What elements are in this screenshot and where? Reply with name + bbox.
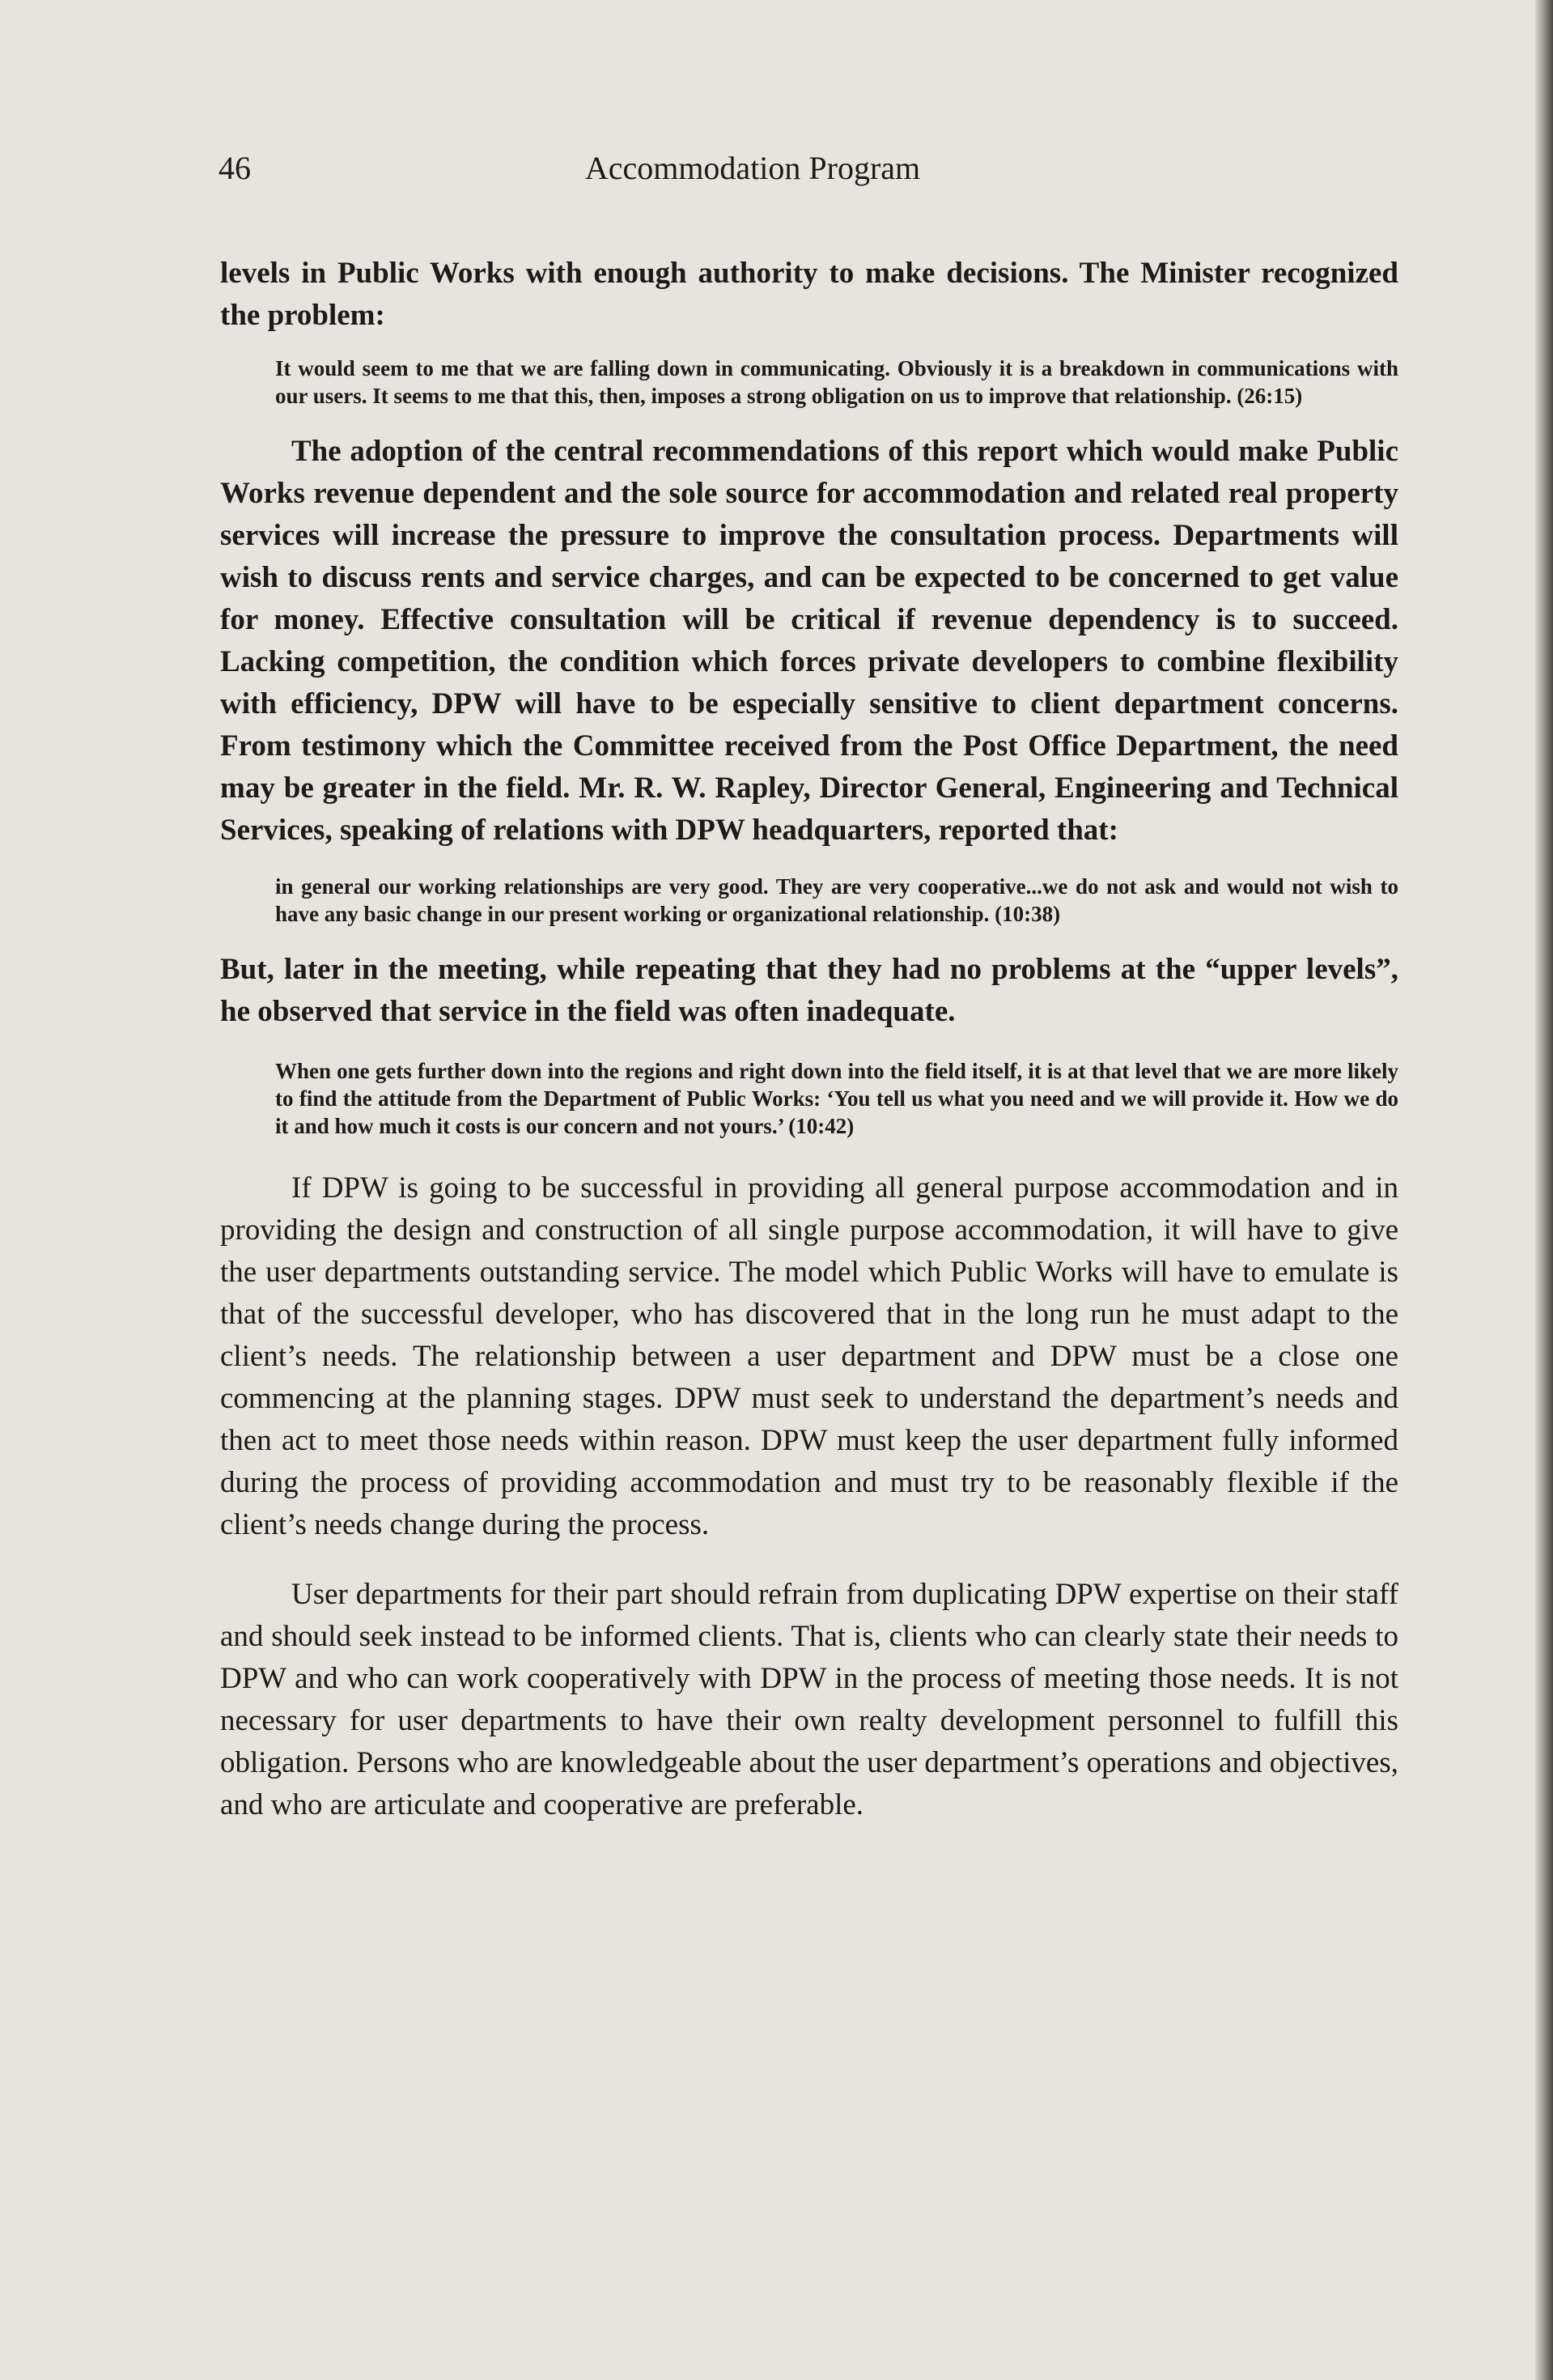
page-number: 46: [219, 150, 251, 186]
block-quote: in general our working relationships are very good. They are very cooperative...we do not ask and would not wish to have any basic change in our present working or organizational relationship. (10:38): [275, 874, 1398, 926]
paragraph: The adoption of the central recommendations of this report which would make Public Works revenue dependent and the sole source for accommodation and related real property services will increase the pressure to improve the consultation process. Departments will wish to discuss rents and service charges, and can be expected to be concerned to get value for money. Effective consultation will be critical if revenue dependency is to succeed. Lacking competition, the condition which forces private developers to combine flexibility with efficiency, DPW will have to be especially sensitive to client department concerns. From testimony which the Committee received from the Post Office Department, the need may be greater in the field. Mr. R. W. Rapley, Director General, Engineering and Technical Services, speaking of relations with DPW headquarters, reported that:: [220, 435, 1398, 847]
page-edge-shadow: [1535, 0, 1553, 2380]
paragraph: But, later in the meeting, while repeating that they had no problems at the “upper levels”, he observed that service in the field was often inadequate.: [220, 953, 1398, 1028]
paragraph: If DPW is going to be successful in providing all general purpose accommodation and in providing the design and construction of all single purpose accommodation, it will have to give the user departments outstanding service. The model which Public Works will have to emulate is that of the successful developer, who has discovered that in the long run he must adapt to the client’s needs. The relationship between a user department and DPW must be a close one commencing at the planning stages. DPW must seek to understand the department’s needs and then act to meet those needs within reason. DPW must keep the user department fully informed during the process of providing accommodation and must try to be reasonably flexible if the client’s needs change during the process.: [220, 1171, 1398, 1541]
page-header: [0, 144, 1553, 193]
paragraph: User departments for their part should refrain from duplicating DPW expertise on their staff and should seek instead to be informed clients. That is, clients who can clearly state their needs to DPW and who can work cooperatively with DPW in the process of meeting those needs. It is not necessary for user departments to have their own realty development personnel to fulfill this obligation. Persons who are knowledgeable about the user department’s operations and objectives, and who are articulate and cooperative are preferable.: [220, 1578, 1398, 1821]
running-head: Accommodation Program: [584, 150, 921, 186]
block-quote: When one gets further down into the regions and right down into the field itself, it is at that level that we are more likely to find the attitude from the Department of Public Works: ‘You tell us what you need and we will provide it. How we do it and how much it costs is our concern and not yours.’ (10:42): [275, 1059, 1398, 1138]
page-body: [220, 253, 1398, 1826]
block-quote: It would seem to me that we are falling down in communicating. Obviously it is a breakdown in communications with our users. It seems to me that this, then, imposes a strong obligation on us to improve that relationship. (26:15): [275, 356, 1398, 408]
paragraph: levels in Public Works with enough authority to make decisions. The Minister recognized the problem:: [220, 257, 1398, 332]
